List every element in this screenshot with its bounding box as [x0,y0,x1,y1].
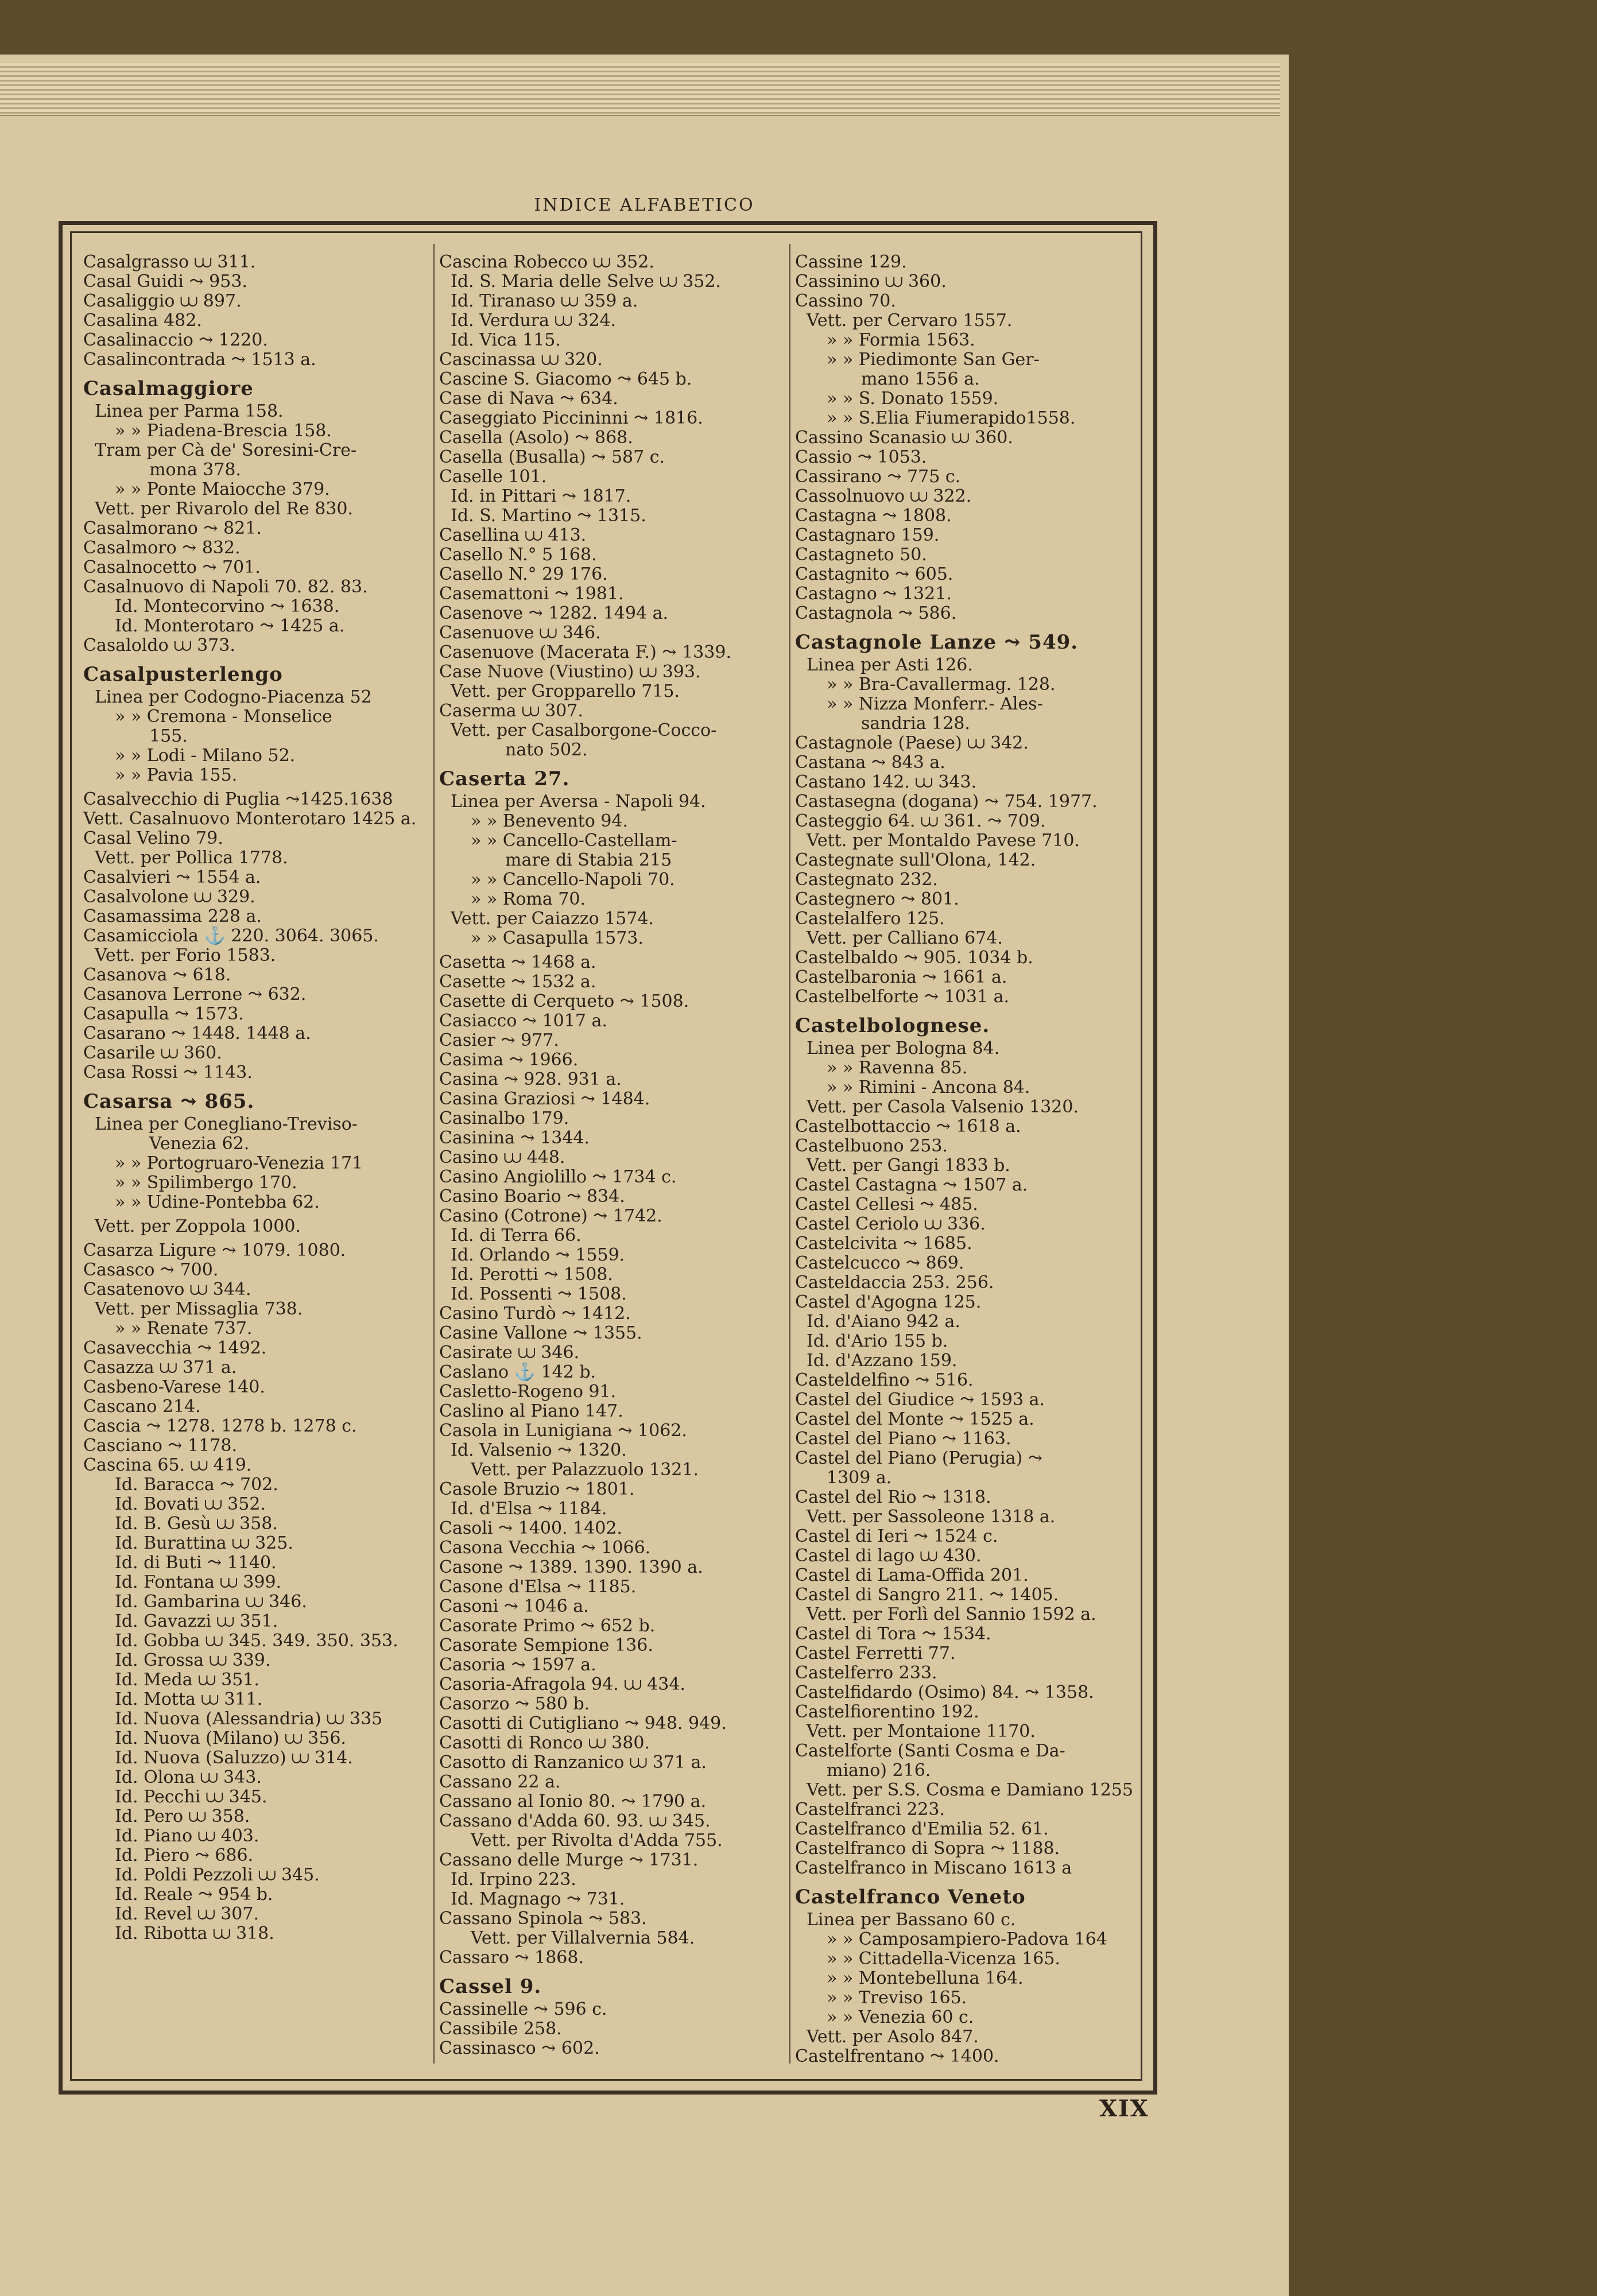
index-entry: » » Pavia 155. [115,766,238,785]
index-entry: Casalnocetto ⤳ 701. [83,558,261,577]
index-entry: Casino Turdò ⤳ 1412. [439,1304,631,1324]
index-entry: » » Rimini - Ancona 84. [827,1078,1030,1097]
index-entry: Castano 142. ⩊ 343. [795,773,977,792]
index-entry: Id. Poldi Pezzoli ⩊ 345. [115,1865,320,1885]
index-entry: Castel Castagna ⤳ 1507 a. [795,1176,1028,1195]
index-heading: Castelbolognese. [795,1014,990,1037]
index-entry: Casinina ⤳ 1344. [439,1128,590,1148]
index-entry: Castegnato 232. [795,870,938,890]
index-entry: Id. di Terra 66. [451,1226,582,1246]
page-number: XIX [1099,2095,1149,2122]
index-entry: Vett. per Calliano 674. [807,929,1003,948]
index-entry: Id. Meda ⩊ 351. [115,1670,259,1690]
index-entry: Casal Guidi ⤳ 953. [83,272,247,292]
index-entry: Casino Boario ⤳ 834. [439,1187,625,1207]
index-entry: Venezia 62. [149,1134,250,1154]
index-entry: Id. Baracca ⤳ 702. [115,1475,278,1495]
index-entry: Id. Valsenio ⤳ 1320. [451,1441,627,1460]
index-entry: Caslano ⚓ 142 b. [439,1363,596,1382]
index-entry: Id. Grossa ⩊ 339. [115,1651,271,1670]
index-entry: Id. Pecchi ⩊ 345. [115,1787,268,1807]
index-entry: mona 378. [149,460,242,480]
index-entry: Cassano al Ionio 80. ⤳ 1790 a. [439,1792,707,1812]
index-entry: Castagnaro 159. [795,526,940,545]
index-entry: Casenuove ⩊ 346. [439,623,601,643]
index-entry: Castelcucco ⤳ 869. [795,1254,964,1273]
index-entry: Case di Nava ⤳ 634. [439,389,618,409]
index-entry: » » Venezia 60 c. [827,2008,974,2027]
index-entry: Id. S. Maria delle Selve ⩊ 352. [451,272,721,292]
index-entry: Cassine 129. [795,253,907,272]
index-entry: Casal Velino 79. [83,829,223,848]
index-entry: Linea per Codogno-Piacenza 52 [95,688,372,707]
index-entry: Casoria ⤳ 1597 a. [439,1655,596,1675]
index-entry: » » Renate 737. [115,1319,253,1339]
index-entry: Id. Irpino 223. [451,1870,576,1890]
index-entry: Vett. per Caiazzo 1574. [451,909,654,929]
index-entry: Casteggio 64. ⩊ 361. ⤳ 709. [795,812,1046,831]
index-entry: Id. Perotti ⤳ 1508. [451,1265,613,1285]
index-entry: Casina ⤳ 928. 931 a. [439,1070,622,1089]
index-column-2 [439,253,784,2058]
index-entry: Id. Revel ⩊ 307. [115,1905,259,1924]
index-entry: Vett. per S.S. Cosma e Damiano 1255 [807,1781,1133,1800]
index-entry: Casamassima 228 a. [83,907,262,926]
index-entry: Casalvecchio di Puglia ⤳1425.1638 [83,790,393,809]
index-entry: Casa Rossi ⤳ 1143. [83,1063,253,1083]
index-entry: Casalnuovo di Napoli 70. 82. 83. [83,577,368,597]
index-entry: Cassano delle Murge ⤳ 1731. [439,1851,699,1870]
index-entry: Id. Vica 115. [451,331,561,350]
index-entry: Casine Vallone ⤳ 1355. [439,1324,642,1343]
index-entry: Id. di Buti ⤳ 1140. [115,1553,277,1573]
index-entry: Linea per Parma 158. [95,402,284,421]
index-entry: Vett. per Missaglia 738. [95,1300,303,1319]
index-entry: miano) 216. [827,1761,931,1781]
index-entry: Casola in Lunigiana ⤳ 1062. [439,1421,687,1441]
index-entry: Castelfranci 223. [795,1800,945,1820]
index-entry: Id. Pero ⩊ 358. [115,1807,250,1826]
index-entry: Casino Angiolillo ⤳ 1734 c. [439,1168,677,1187]
index-entry: Case Nuove (Viustino) ⩊ 393. [439,662,701,682]
index-heading: Casalpusterlengo [83,663,283,686]
index-entry: Cassino Scanasio ⩊ 360. [795,428,1013,448]
index-entry: Casellina ⩊ 413. [439,526,587,545]
index-entry: Castegnate sull'Olona, 142. [795,851,1036,870]
index-entry: Casoria-Afragola 94. ⩊ 434. [439,1675,685,1694]
index-entry: Cascano 214. [83,1397,201,1417]
index-entry: Caslino al Piano 147. [439,1402,623,1421]
index-entry: Id. Reale ⤳ 954 b. [115,1885,273,1905]
index-entry: Id. S. Martino ⤳ 1315. [451,506,646,526]
index-entry: Vett. per Palazzuolo 1321. [471,1460,699,1480]
index-entry: Id. Gobba ⩊ 345. 349. 350. 353. [115,1631,398,1651]
index-entry: Id. Orlando ⤳ 1559. [451,1246,625,1265]
index-entry: Cascine S. Giacomo ⤳ 645 b. [439,370,692,389]
index-entry: Id. Olona ⩊ 343. [115,1768,262,1787]
index-entry: Linea per Bassano 60 c. [807,1910,1016,1930]
index-heading: Castagnole Lanze ⤳ 549. [795,631,1079,654]
index-entry: Castelfranco in Miscano 1613 a [795,1859,1072,1878]
index-entry: Casanova Lerrone ⤳ 632. [83,985,307,1004]
index-entry: Cassolnuovo ⩊ 322. [795,487,972,506]
index-heading: Casalmaggiore [83,377,254,400]
index-entry: Casella (Asolo) ⤳ 868. [439,428,633,448]
index-entry: Casino ⩊ 448. [439,1148,565,1168]
index-entry: Casletto-Rogeno 91. [439,1382,617,1402]
index-entry: Casalmoro ⤳ 832. [83,538,241,558]
index-entry: Casanova ⤳ 618. [83,965,231,985]
index-entry: Cassirano ⤳ 775 c. [795,467,961,487]
index-entry: Cassinasco ⤳ 602. [439,2039,600,2058]
index-entry: Casenove ⤳ 1282. 1494 a. [439,604,669,623]
index-entry: Castelfiorentino 192. [795,1702,979,1722]
index-entry: Casoli ⤳ 1400. 1402. [439,1519,622,1538]
index-entry: Cassio ⤳ 1053. [795,448,927,467]
index-entry: Casarano ⤳ 1448. 1448 a. [83,1024,311,1044]
index-entry: Id. Bovati ⩊ 352. [115,1495,266,1514]
index-entry: Casalvolone ⩊ 329. [83,887,255,907]
index-entry: sandria 128. [861,714,970,734]
index-entry: Castasegna (dogana) ⤳ 754. 1977. [795,792,1098,812]
index-entry: » » S.Elia Fiumerapido1558. [827,409,1076,428]
page-header: INDICE ALFABETICO [534,195,755,215]
index-entry: Vett. Casalnuovo Monterotaro 1425 a. [83,809,417,829]
index-entry: Cassano 22 a. [439,1773,561,1792]
index-entry: Casorate Primo ⤳ 652 b. [439,1616,656,1636]
index-entry: Casette di Cerqueto ⤳ 1508. [439,992,689,1011]
index-entry: Id. d'Aiano 942 a. [807,1312,960,1332]
index-entry: Castana ⤳ 843 a. [795,753,945,773]
index-entry: » » Ravenna 85. [827,1058,968,1078]
index-entry: Castagneto 50. [795,545,927,565]
index-entry: Id. Verdura ⩊ 324. [451,311,617,331]
index-entry: Caserma ⩊ 307. [439,701,583,721]
index-entry: » » Portogruaro-Venezia 171 [115,1154,363,1173]
index-entry: Cascia ⤳ 1278. 1278 b. 1278 c. [83,1417,357,1436]
index-entry: Id. Nuova (Alessandria) ⩊ 335 [115,1709,383,1729]
index-entry: Casirate ⩊ 346. [439,1343,580,1363]
index-entry: Id. Burattina ⩊ 325. [115,1534,293,1553]
index-entry: Id. d'Ario 155 b. [807,1332,948,1351]
index-entry: Casarza Ligure ⤳ 1079. 1080. [83,1241,346,1261]
index-entry: Vett. per Pollica 1778. [95,848,288,868]
index-heading: Caserta 27. [439,767,570,790]
column-divider [789,244,790,2064]
index-entry: Casotti di Cutigliano ⤳ 948. 949. [439,1714,727,1733]
index-entry: Cassano d'Adda 60. 93. ⩊ 345. [439,1812,711,1831]
index-entry: Id. B. Gesù ⩊ 358. [115,1514,278,1534]
index-entry: Casotto di Ranzanico ⩊ 371 a. [439,1753,707,1773]
index-entry: Casorzo ⤳ 580 b. [439,1694,590,1714]
index-entry: Casavecchia ⤳ 1492. [83,1339,267,1358]
index-entry: Castagnito ⤳ 605. [795,565,953,584]
index-entry: Casier ⤳ 977. [439,1031,559,1050]
index-entry: » » Roma 70. [471,890,586,909]
index-entry: Castelforte (Santi Cosma e Da- [795,1742,1065,1761]
index-entry: » » Bra-Cavallermag. 128. [827,675,1056,695]
index-entry: Castagno ⤳ 1321. [795,584,952,604]
index-entry: Casello N.° 5 168. [439,545,597,565]
index-entry: Casemattoni ⤳ 1981. [439,584,624,604]
index-entry: Id. Gavazzi ⩊ 351. [115,1612,278,1631]
index-entry: Casello N.° 29 176. [439,565,608,584]
index-entry: Vett. per Cervaro 1557. [807,311,1013,331]
index-entry: Castel di lago ⩊ 430. [795,1546,982,1566]
index-entry: Id. Nuova (Saluzzo) ⩊ 314. [115,1748,353,1768]
index-entry: Vett. per Rivarolo del Re 830. [95,499,354,519]
index-entry: » » Piedimonte San Ger- [827,350,1040,370]
index-entry: Casarile ⩊ 360. [83,1044,222,1063]
index-entry: Castelcivita ⤳ 1685. [795,1234,972,1254]
index-entry: Castagnole (Paese) ⩊ 342. [795,734,1029,753]
index-entry: Casalvieri ⤳ 1554 a. [83,868,261,887]
index-entry: Casalina 482. [83,311,202,331]
index-entry: Casteldelfino ⤳ 516. [795,1371,974,1390]
index-entry: Castel del Giudice ⤳ 1593 a. [795,1390,1045,1410]
index-entry: Castel di Tora ⤳ 1534. [795,1624,991,1644]
index-entry: Vett. per Rivolta d'Adda 755. [471,1831,723,1851]
index-entry: Id. Ribotta ⩊ 318. [115,1924,274,1944]
index-entry: Vett. per Zoppola 1000. [95,1217,301,1236]
index-entry: Casatenovo ⩊ 344. [83,1280,251,1300]
column-divider [433,244,435,2064]
index-entry: Cascina 65. ⩊ 419. [83,1456,252,1475]
index-entry: Castelfranco d'Emilia 52. 61. [795,1820,1049,1839]
index-entry: Cassino 70. [795,292,896,311]
index-entry: Id. in Pittari ⤳ 1817. [451,487,631,506]
index-entry: Vett. per Montaione 1170. [807,1722,1036,1742]
index-entry: Castel Ceriolo ⩊ 336. [795,1215,986,1234]
index-entry: Casapulla ⤳ 1573. [83,1004,244,1024]
index-entry: Linea per Conegliano-Treviso- [95,1115,358,1134]
index-entry: » » Treviso 165. [827,1988,967,2008]
index-entry: Vett. per Gangi 1833 b. [807,1156,1010,1176]
index-entry: Vett. per Casola Valsenio 1320. [807,1097,1079,1117]
index-entry: Castelbottaccio ⤳ 1618 a. [795,1117,1021,1137]
index-entry: mare di Stabia 215 [505,851,672,870]
index-entry: Cassibile 258. [439,2019,562,2039]
page-edges [0,63,1280,116]
index-entry: Casalinaccio ⤳ 1220. [83,331,268,350]
index-entry: Castel del Monte ⤳ 1525 a. [795,1410,1034,1429]
index-entry: Vett. per Asolo 847. [807,2027,979,2047]
index-entry: Id. Monterotaro ⤳ 1425 a. [115,616,345,636]
index-entry: » » Ponte Maiocche 379. [115,480,330,499]
index-entry: Casona Vecchia ⤳ 1066. [439,1538,651,1558]
index-entry: Vett. per Forio 1583. [95,946,276,965]
index-entry: Casenuove (Macerata F.) ⤳ 1339. [439,643,731,662]
index-entry: Casteldaccia 253. 256. [795,1273,994,1293]
index-entry: Linea per Aversa - Napoli 94. [451,792,706,812]
index-entry: Linea per Asti 126. [807,656,973,675]
index-entry: Castelbelforte ⤳ 1031 a. [795,987,1010,1007]
index-entry: Casbeno-Varese 140. [83,1378,265,1397]
index-entry: » » Cancello-Castellam- [471,831,677,851]
index-entry: Id. d'Azzano 159. [807,1351,958,1371]
index-entry: Id. Motta ⩊ 311. [115,1690,263,1709]
index-entry: Casalmorano ⤳ 821. [83,519,262,538]
index-entry: mano 1556 a. [861,370,980,389]
index-entry: Casciano ⤳ 1178. [83,1436,237,1456]
index-entry: Casetta ⤳ 1468 a. [439,953,596,972]
index-entry: Caselle 101. [439,467,547,487]
index-entry: Castel di Ieri ⤳ 1524 c. [795,1527,998,1546]
index-entry: Castagnola ⤳ 586. [795,604,957,623]
index-entry: Casasco ⤳ 700. [83,1261,219,1280]
index-entry: nato 502. [505,740,588,760]
index-entry: Castel Ferretti 77. [795,1644,956,1663]
index-entry: Cassinelle ⤳ 596 c. [439,2000,607,2019]
index-entry: » » Spilimbergo 170. [115,1173,297,1193]
index-entry: Castel di Sangro 211. ⤳ 1405. [795,1585,1059,1605]
index-entry: Casino (Cotrone) ⤳ 1742. [439,1207,662,1226]
index-entry: Castel del Piano ⤳ 1163. [795,1429,1011,1449]
index-entry: Vett. per Montaldo Pavese 710. [807,831,1080,851]
index-entry: » » Casapulla 1573. [471,929,644,948]
index-entry: Casina Graziosi ⤳ 1484. [439,1089,650,1109]
index-entry: Cascina Robecco ⩊ 352. [439,253,654,272]
index-entry: Castelbaronia ⤳ 1661 a. [795,968,1007,987]
index-entry: Casorate Sempione 136. [439,1636,653,1655]
index-entry: » » Formia 1563. [827,331,975,350]
index-entry: Id. Fontana ⩊ 399. [115,1573,282,1592]
index-entry: Tram per Cà de' Soresini-Cre- [95,441,357,460]
index-entry: Id. Gambarina ⩊ 346. [115,1592,307,1612]
index-entry: Vett. per Villalvernia 584. [471,1929,695,1948]
index-entry: Casinalbo 179. [439,1109,569,1128]
index-entry: 155. [149,727,188,746]
index-entry: Casone ⤳ 1389. 1390. 1390 a. [439,1558,703,1577]
index-heading: Cassel 9. [439,1975,542,1998]
index-entry: Castel del Piano (Perugia) ⤳ [795,1449,1042,1468]
index-entry: Castelbaldo ⤳ 905. 1034 b. [795,948,1033,968]
index-entry: Id. Piano ⩊ 403. [115,1826,259,1846]
index-entry: Cascinassa ⩊ 320. [439,350,603,370]
index-entry: Id. Piero ⤳ 686. [115,1846,254,1865]
index-entry: Castel Cellesi ⤳ 485. [795,1195,978,1215]
index-entry: Casotti di Ronco ⩊ 380. [439,1733,650,1753]
index-entry: Id. Tiranaso ⩊ 359 a. [451,292,638,311]
index-entry: 1309 a. [827,1468,892,1488]
index-heading: Casarsa ⤳ 865. [83,1090,255,1113]
index-entry: Castelfranco di Sopra ⤳ 1188. [795,1839,1060,1859]
index-entry: Casette ⤳ 1532 a. [439,972,596,992]
index-entry: Castelalfero 125. [795,909,945,929]
index-entry: Castelferro 233. [795,1663,937,1683]
index-entry: Vett. per Forlì del Sannio 1592 a. [807,1605,1096,1624]
index-entry: » » Nizza Monferr.- Ales- [827,695,1043,714]
index-entry: Casamicciola ⚓ 220. 3064. 3065. [83,926,379,946]
index-entry: Castelbuono 253. [795,1137,948,1156]
index-entry: Casalgrasso ⩊ 311. [83,253,256,272]
index-heading: Castelfranco Veneto [795,1886,1026,1909]
index-entry: Castel di Lama-Offida 201. [795,1566,1029,1585]
index-entry: » » Cremona - Monselice [115,707,332,727]
index-entry: Casalincontrada ⤳ 1513 a. [83,350,316,370]
index-entry: » » S. Donato 1559. [827,389,999,409]
index-entry: Id. Nuova (Milano) ⩊ 356. [115,1729,346,1748]
index-entry: » » Cancello-Napoli 70. [471,870,675,890]
index-entry: Castagna ⤳ 1808. [795,506,952,526]
index-entry: Casima ⤳ 1966. [439,1050,579,1070]
index-entry: Vett. per Casalborgone-Cocco- [451,721,717,740]
index-entry: Cassinino ⩊ 360. [795,272,947,292]
index-entry: Castelfrentano ⤳ 1400. [795,2047,999,2066]
index-entry: Casaliggio ⩊ 897. [83,292,242,311]
index-entry: » » Benevento 94. [471,812,629,831]
index-entry: Linea per Bologna 84. [807,1039,1000,1058]
index-entry: » » Piadena-Brescia 158. [115,421,332,441]
index-entry: Castelfidardo (Osimo) 84. ⤳ 1358. [795,1683,1094,1702]
index-entry: Casella (Busalla) ⤳ 587 c. [439,448,665,467]
index-entry: » » Camposampiero-Padova 164 [827,1930,1107,1949]
index-entry: » » Udine-Pontebba 62. [115,1193,320,1212]
index-entry: Vett. per Gropparello 715. [451,682,680,701]
index-entry: Caseggiato Piccininni ⤳ 1816. [439,409,703,428]
index-entry: Casole Bruzio ⤳ 1801. [439,1480,635,1499]
index-entry: Casazza ⩊ 371 a. [83,1358,237,1378]
index-entry: Castel del Rio ⤳ 1318. [795,1488,991,1507]
index-entry: Vett. per Sassoleone 1318 a. [807,1507,1056,1527]
index-entry: Casone d'Elsa ⤳ 1185. [439,1577,637,1597]
index-column-1 [83,253,428,1944]
index-entry: » » Lodi - Milano 52. [115,746,296,766]
index-entry: Casaloldo ⩊ 373. [83,636,235,656]
index-entry: Id. Possenti ⤳ 1508. [451,1285,627,1304]
index-entry: Id. d'Elsa ⤳ 1184. [451,1499,607,1519]
index-entry: Id. Montecorvino ⤳ 1638. [115,597,340,616]
index-entry: Castel d'Agogna 125. [795,1293,982,1312]
index-entry: Casoni ⤳ 1046 a. [439,1597,589,1616]
index-entry: » » Montebelluna 164. [827,1969,1024,1988]
index-entry: Cassano Spinola ⤳ 583. [439,1909,647,1929]
index-column-3 [795,253,1139,2066]
index-entry: Casiacco ⤳ 1017 a. [439,1011,607,1031]
index-entry: Id. Magnago ⤳ 731. [451,1890,625,1909]
index-entry: » » Cittadella-Vicenza 165. [827,1949,1060,1969]
index-entry: Cassaro ⤳ 1868. [439,1948,584,1968]
index-entry: Castegnero ⤳ 801. [795,890,959,909]
